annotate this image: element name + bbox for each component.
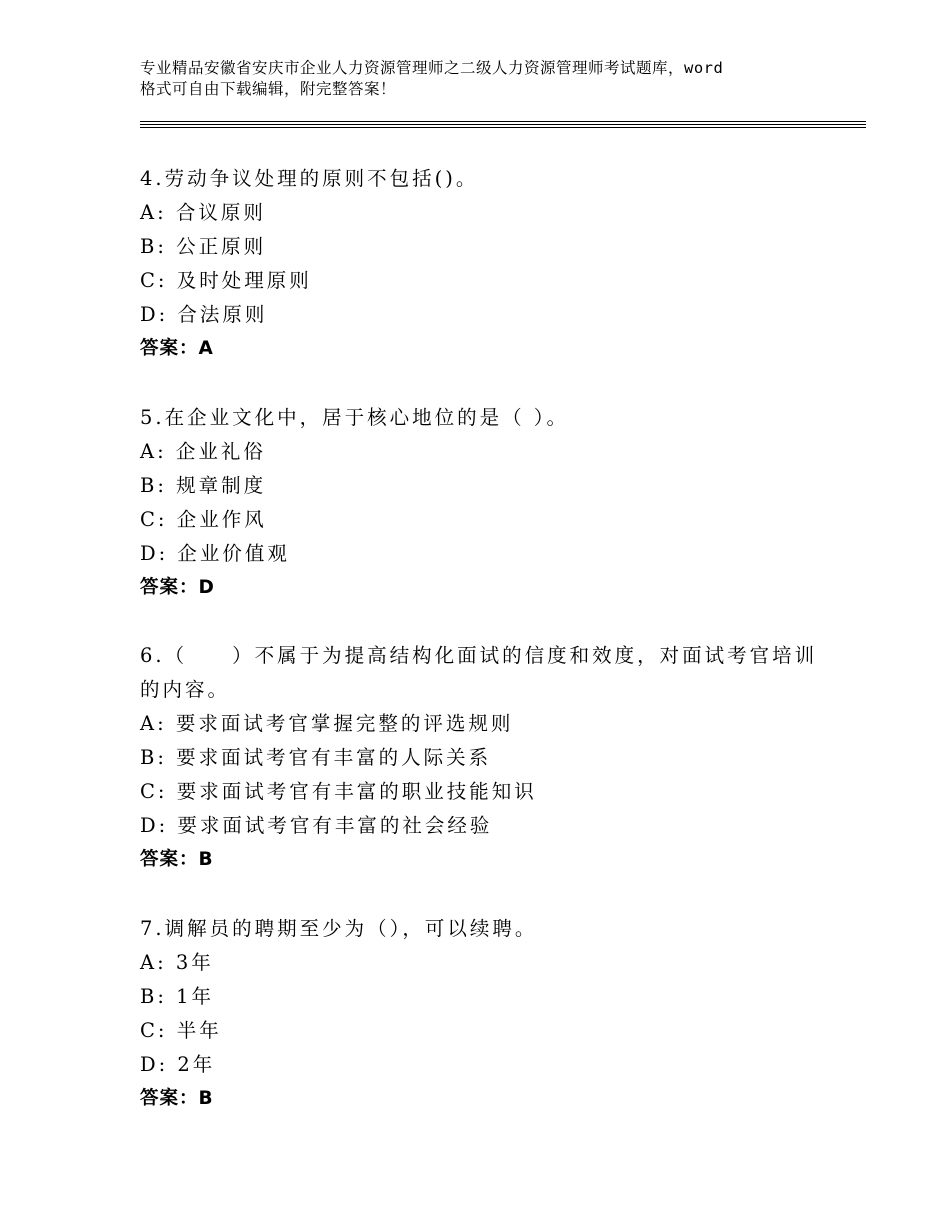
option-d: D: 合法原则 (140, 303, 268, 326)
question-stem: 7.调解员的聘期至少为（），可以续聘。 (140, 917, 538, 940)
option-d: D: 企业价值观 (140, 542, 290, 565)
option-a: A: 3年 (140, 951, 214, 974)
option-b: B: 公正原则 (140, 235, 267, 258)
option-b: B: 规章制度 (140, 474, 267, 497)
question-stem: 4.劳动争议处理的原则不包括()。 (140, 167, 479, 190)
question-7 (140, 912, 840, 1116)
question-4 (140, 162, 840, 366)
option-a: A: 企业礼俗 (140, 440, 266, 463)
question-stem-line-1: 6.（ ）不属于为提高结构化面试的信度和效度，对面试考官培训 (140, 644, 818, 667)
answer-label: 答案：D (140, 577, 215, 598)
option-d: D: 要求面试考官有丰富的社会经验 (140, 814, 493, 837)
document-header (140, 58, 840, 100)
option-c: C: 半年 (140, 1019, 222, 1042)
option-b: B: 要求面试考官有丰富的人际关系 (140, 746, 492, 769)
question-5 (140, 401, 840, 605)
option-c: C: 企业作风 (140, 508, 267, 531)
option-c: C: 要求面试考官有丰富的职业技能知识 (140, 780, 537, 803)
option-a: A: 要求面试考官掌握完整的评选规则 (140, 712, 514, 735)
answer-label: 答案：B (140, 849, 214, 870)
answer-label: 答案：B (140, 1088, 214, 1109)
option-c: C: 及时处理原则 (140, 269, 312, 292)
header-line-1: 专业精品安徽省安庆市企业人力资源管理师之二级人力资源管理师考试题库，word (140, 59, 724, 77)
question-stem-line-2: 的内容。 (140, 678, 231, 701)
header-line-2: 格式可自由下载编辑，附完整答案！ (140, 80, 397, 98)
question-6 (140, 639, 840, 877)
option-b: B: 1年 (140, 985, 215, 1008)
answer-label: 答案：A (140, 338, 214, 359)
header-rule-middle (140, 124, 866, 125)
option-a: A: 合议原则 (140, 201, 266, 224)
header-rule-bottom (140, 127, 866, 128)
option-d: D: 2年 (140, 1053, 216, 1076)
question-stem: 5.在企业文化中，居于核心地位的是（ ）。 (140, 406, 570, 429)
header-rule-top (140, 121, 866, 122)
